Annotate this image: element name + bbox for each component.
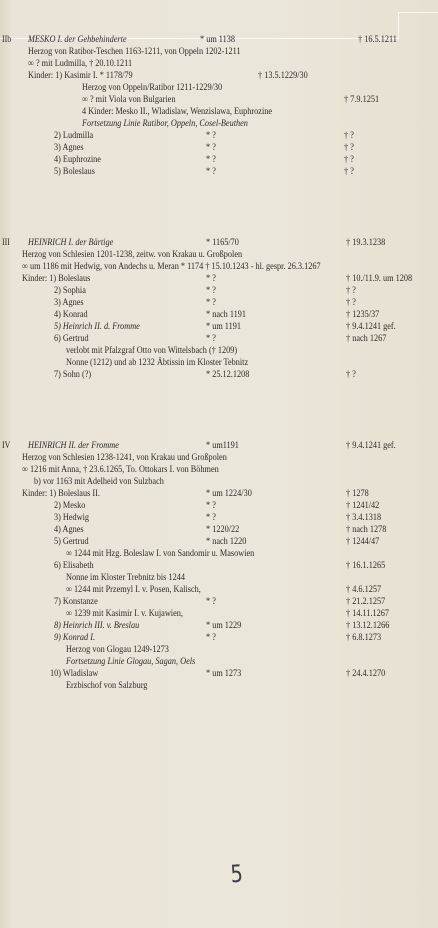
text-line: * um 1224/30 (206, 488, 252, 499)
text-line: Herzog von Ratibor-Teschen 1163-1211, von Oppeln 1202-1211 (28, 46, 241, 57)
text-line: † 3.4.1318 (346, 512, 382, 523)
text-line: ∞ ? mit Viola von Bulgarien (82, 94, 176, 105)
text-line: * ? (206, 285, 216, 296)
text-line: * um 1229 (206, 620, 242, 631)
text-line: † ? (346, 285, 356, 296)
text-line: * ? (206, 333, 216, 344)
text-line: 3) Agnes (54, 142, 84, 153)
text-line: ∞ 1244 mit Hzg. Boleslaw I. von Sandomir u. Masowien (66, 548, 255, 559)
text-line: † 10./11.9. um 1208 (346, 273, 413, 284)
text-line: Erzbischof von Salzburg (66, 680, 148, 691)
text-line: Kinder: 1) Kasimir I. * 1178/79 (28, 70, 133, 81)
text-line: 6) Gertrud (54, 333, 89, 344)
text-line: 3) Hedwig (54, 512, 90, 523)
text-line: 7) Konstanze (54, 596, 98, 607)
text-line: ∞ ? mit Ludmilla, † 20.10.1211 (28, 58, 133, 69)
text-line: * ? (206, 297, 216, 308)
text-line: † nach 1278 (346, 524, 387, 535)
text-line: * 1220/22 (206, 524, 240, 535)
text-line: 4 Kinder: Mesko II., Wladislaw, Wenzislawa, Euphrozine (82, 106, 273, 117)
text-line: HEINRICH I. der Bärtige (28, 237, 114, 248)
text-line: 3) Agnes (54, 297, 84, 308)
text-line: † 13.12.1266 (346, 620, 390, 631)
text-line: * ? (206, 596, 216, 607)
text-line: * um1191 (206, 440, 239, 451)
text-line: † ? (344, 142, 354, 153)
text-line: * ? (206, 154, 216, 165)
text-line: * ? (206, 142, 216, 153)
text-line: † nach 1267 (346, 333, 387, 344)
text-line: 2) Sophia (54, 285, 86, 296)
text-line: † 14.11.1267 (346, 608, 390, 619)
text-line: ∞ 1244 mit Przemyl I. v. Posen, Kalisch, (66, 584, 201, 595)
text-line: † 6.8.1273 (346, 632, 382, 643)
text-line: * um 1273 (206, 668, 242, 679)
text-line: 5) Gertrud (54, 536, 89, 547)
text-line: * 25.12.1208 (206, 369, 250, 380)
text-line: 4) Euphrozine (54, 154, 101, 165)
text-line: b) vor 1163 mit Adelheid von Sulzbach (34, 476, 164, 487)
text-line: * um 1138 (200, 34, 235, 45)
text-line: HEINRICH II. der Fromme (28, 440, 119, 451)
text-line: ∞ 1239 mit Kasimir I. v. Kujawien, (66, 608, 183, 619)
text-line: 8) Heinrich III. v. Breslau (54, 620, 140, 631)
text-line: † 9.4.1241 gef. (346, 440, 396, 451)
text-line: † 7.9.1251 (344, 94, 380, 105)
text-line: * um 1191 (206, 321, 241, 332)
text-line: Nonne im Kloster Trebnitz bis 1244 (66, 572, 185, 583)
text-line: 6) Elisabeth (54, 560, 94, 571)
text-line: verlobt mit Pfalzgraf Otto von Wittelsbach († 1209) (66, 345, 238, 356)
text-line: Herzog von Oppeln/Ratibor 1211-1229/30 (82, 82, 223, 93)
text-line: 7) Sohn (?) (54, 369, 92, 380)
text-line: * nach 1220 (206, 536, 247, 547)
section-roman-numeral: IV (2, 440, 11, 450)
text-line: * 1165/70 (206, 237, 239, 248)
text-line: Kinder: 1) Boleslaus (22, 273, 91, 284)
text-line: Fortsetzung Linie Glogau, Sagan, Oels (66, 656, 196, 667)
text-line: † ? (344, 130, 354, 141)
text-line: † ? (344, 154, 354, 165)
text-line: Herzog von Schlesien 1201-1238, zeitw. von Krakau u. Großpolen (22, 249, 243, 260)
text-line: Nonne (1212) und ab 1232 Äbtissin im Kloster Tebnitz (66, 357, 249, 368)
text-line: * nach 1191 (206, 309, 247, 320)
text-line: 4) Konrad (54, 309, 88, 320)
text-line: † 16.5.1211 (358, 34, 397, 45)
text-line: † 21.2.1257 (346, 596, 386, 607)
text-line: * ? (206, 512, 216, 523)
text-line: † 1278 (346, 488, 369, 499)
text-line: † 1241/42 (346, 500, 380, 511)
section-roman-numeral: IIb (2, 34, 12, 44)
text-line: ∞ 1216 mit Anna, † 23.6.1265, To. Ottokars I. von Böhmen (22, 464, 219, 475)
text-line: * ? (206, 500, 216, 511)
text-line: * ? (206, 130, 216, 141)
text-line: * ? (206, 273, 216, 284)
text-line: † ? (346, 297, 356, 308)
text-line: † 16.1.1265 (346, 560, 386, 571)
text-line: † ? (344, 166, 354, 177)
text-line: 5) Heinrich II. d. Fromme (54, 321, 140, 332)
text-line: 4) Agnes (54, 524, 84, 535)
text-line: Herzog von Schlesien 1238-1241, von Krakau und Großpolen (22, 452, 227, 463)
text-line: * ? (206, 166, 216, 177)
text-line: Herzog von Glogau 1249-1273 (66, 644, 169, 655)
text-line: † 1244/47 (346, 536, 380, 547)
section-roman-numeral: III (2, 237, 10, 247)
text-line: ∞ um 1186 mit Hedwig, von Andechs u. Meran * 1174 † 15.10.1243 - hl. gespr. 26.3.1267 (22, 261, 321, 272)
text-line: * ? (206, 632, 216, 643)
text-line: 2) Ludmilla (54, 130, 94, 141)
text-line: † 24.4.1270 (346, 668, 386, 679)
text-line: † 19.3.1238 (346, 237, 386, 248)
text-line: 2) Mesko (54, 500, 86, 511)
text-line: 10) Wladislaw (50, 668, 99, 679)
text-line: 5) Boleslaus (54, 166, 96, 177)
text-line: † 13.5.1229/30 (258, 70, 308, 81)
text-line: MESKO I. der Gehbehinderte (28, 34, 127, 45)
text-line: † ? (346, 369, 356, 380)
text-line: 9) Konrad I. (54, 632, 96, 643)
text-line: Fortsetzung Linie Ratibor, Oppeln, Cosel-Beuthen (82, 118, 248, 129)
handwritten-page-number: 5 (229, 859, 244, 889)
text-line: † 1235/37 (346, 309, 380, 320)
text-line: † 4.6.1257 (346, 584, 382, 595)
text-line: Kinder: 1) Boleslaus II. (22, 488, 100, 499)
text-line: † 9.4.1241 gef. (346, 321, 396, 332)
